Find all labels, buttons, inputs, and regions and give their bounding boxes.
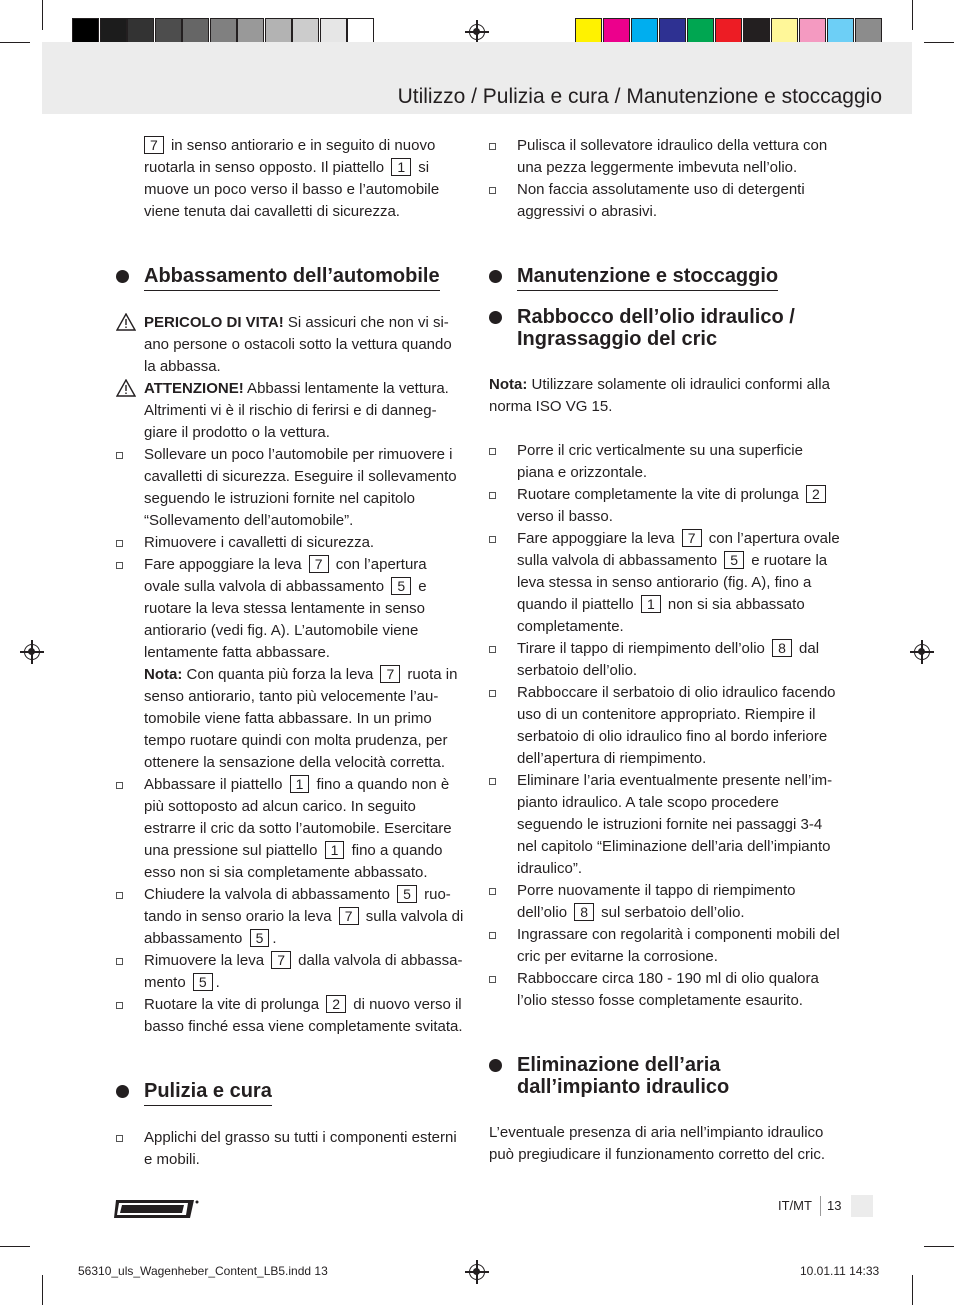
part-number: 7	[271, 951, 291, 969]
note-paragraph: Nota: Con quanta più forza la leva 7 ruota in senso antiorario, tanto più velocemente l’au-tomobile viene fatta abbassare. In un primo tempo ruotare quindi con molta prudenza, per ottenere la sensazione della velocità corretta.	[144, 666, 458, 771]
list-item: Fare appoggiare la leva 7 con l’apertura ovale sulla valvola di abbassamento 5 e ruotare la leva stessa lentamente in senso antiorario (vedi fig. A). L’automobile viene lentamente fatta abbassare.	[116, 554, 466, 664]
part-number: 7	[309, 555, 329, 573]
registration-mark-icon	[467, 1262, 487, 1282]
part-number: 5	[193, 973, 213, 991]
part-number: 7	[339, 907, 359, 925]
part-number: 7	[682, 529, 702, 547]
list-item: Pulisca il sollevatore idraulico della vettura con una pezza leggermente imbevuta nell’olio.	[489, 135, 841, 179]
note-paragraph: Nota: Utilizzare solamente oli idraulici conformi alla norma ISO VG 15.	[489, 376, 830, 415]
crop-mark	[42, 1275, 43, 1305]
registration-mark-icon	[22, 642, 42, 662]
section-dot-icon	[489, 311, 502, 324]
list-item: Tirare il tappo di riempimento dell’olio 8 dal serbatoio dell’olio.	[489, 638, 841, 682]
registration-mark-icon	[912, 642, 932, 662]
body-paragraph: L’eventuale presenza di aria nell’impianto idraulico può pregiudicare il funzionamento corretto del cric.	[489, 1124, 826, 1163]
left-column	[116, 135, 466, 1171]
checkbox-bullet-icon	[116, 562, 123, 569]
warning-attention: ATTENZIONE! Abbassi lentamente la vettura. Altrimenti vi è il rischio di ferirsi e di danneg-giare il prodotto o la vettura.	[116, 378, 466, 444]
checkbox-bullet-icon	[489, 187, 496, 194]
checkbox-bullet-icon	[489, 778, 496, 785]
section-dot-icon	[489, 1059, 502, 1072]
slug-date: 10.01.11 14:33	[800, 1264, 880, 1278]
list-item: Rimuovere la leva 7 dalla valvola di abbassa-mento 5 .	[116, 950, 466, 994]
crop-mark	[912, 0, 913, 30]
part-number: 1	[391, 158, 411, 176]
ultimate-speed-logo	[114, 1196, 200, 1222]
checkbox-bullet-icon	[489, 976, 496, 983]
intro-paragraph: 7 in senso antiorario e in seguito di nuovo ruotarla in senso opposto. Il piattello 1 si muove un poco verso il basso e l’automobile viene tenuta dai cavalletti di sicurezza.	[144, 137, 440, 220]
page-number: 13	[827, 1198, 842, 1213]
list-item: Rabboccare il serbatoio di olio idraulico facendo uso di un contenitore appropriato. Riempire il serbatoio di olio idraulico fino al bordo inferiore dell’apertura di riempimento.	[489, 682, 841, 770]
list-item: Ruotare completamente la vite di prolunga 2 verso il basso.	[489, 484, 841, 528]
crop-mark	[912, 1275, 913, 1305]
list-item: Ruotare la vite di prolunga 2 di nuovo verso il basso finché essa viene completamente svitata.	[116, 994, 466, 1038]
checkbox-bullet-icon	[489, 492, 496, 499]
list-item: Ingrassare con regolarità i componenti mobili del cric per evitarne la corrosione.	[489, 924, 841, 968]
section-title-manutenzione: Manutenzione e stoccaggio	[489, 265, 841, 288]
footer-language: IT/MT	[778, 1198, 812, 1213]
crop-mark	[0, 1246, 30, 1247]
part-number: 8	[574, 903, 594, 921]
checkbox-bullet-icon	[116, 1002, 123, 1009]
page-title: Utilizzo / Pulizia e cura / Manutenzione e stoccaggio	[397, 85, 882, 108]
checkbox-bullet-icon	[116, 892, 123, 899]
checkbox-bullet-icon	[489, 888, 496, 895]
part-number: 1	[325, 841, 345, 859]
list-item: Applichi del grasso su tutti i componenti esterni e mobili.	[116, 1127, 466, 1171]
section-dot-icon	[489, 270, 502, 283]
crop-mark	[42, 0, 43, 30]
part-number: 7	[144, 136, 164, 154]
part-number: 1	[641, 595, 661, 613]
list-item: Rimuovere i cavalletti di sicurezza.	[116, 532, 466, 554]
checkbox-bullet-icon	[116, 1135, 123, 1142]
part-number: 2	[806, 485, 826, 503]
part-number: 5	[724, 551, 744, 569]
list-item: Eliminare l’aria eventualmente presente nell’im-pianto idraulico. A tale scopo procedere seguendo le istruzioni fornite nei passaggi 3-4 nel capitolo “Eliminazione dell’aria dell’impianto idraulico”.	[489, 770, 841, 880]
part-number: 8	[772, 639, 792, 657]
checkbox-bullet-icon	[489, 448, 496, 455]
list-item: Chiudere la valvola di abbassamento 5 ruo-tando in senso orario la leva 7 sulla valvola di abbassamento 5 .	[116, 884, 466, 950]
right-column	[489, 135, 841, 1166]
list-item: Rabboccare circa 180 - 190 ml di olio qualora l’olio stesso fosse completamente esaurito.	[489, 968, 841, 1012]
warning-triangle-icon	[116, 379, 136, 397]
section-title-rabbocco: Rabbocco dell’olio idraulico / Ingrassaggio del cric	[489, 306, 841, 350]
warning-triangle-icon	[116, 313, 136, 331]
checkbox-bullet-icon	[116, 782, 123, 789]
part-number: 5	[397, 885, 417, 903]
crop-mark	[924, 1246, 954, 1247]
section-dot-icon	[116, 270, 129, 283]
section-title-pulizia: Pulizia e cura	[116, 1080, 466, 1103]
checkbox-bullet-icon	[116, 958, 123, 965]
footer-divider	[820, 1196, 821, 1216]
footer-tab	[851, 1195, 873, 1217]
part-number: 5	[250, 929, 270, 947]
section-dot-icon	[116, 1085, 129, 1098]
checkbox-bullet-icon	[116, 452, 123, 459]
section-title-abbassamento: Abbassamento dell’automobile	[116, 265, 466, 288]
checkbox-bullet-icon	[489, 536, 496, 543]
list-item: Fare appoggiare la leva 7 con l’apertura ovale sulla valvola di abbassamento 5 e ruotare la leva stessa in senso antiorario (fig. A), fino a quando il piattello 1 non si sia abbassato completamente.	[489, 528, 841, 638]
slug-file-info: 56310_uls_Wagenheber_Content_LB5.indd 13	[78, 1264, 328, 1278]
section-title-eliminazione: Eliminazione dell’aria dall’impianto idraulico	[489, 1054, 841, 1098]
checkbox-bullet-icon	[489, 143, 496, 150]
part-number: 2	[326, 995, 346, 1013]
list-item: Porre il cric verticalmente su una superficie piana e orizzontale.	[489, 440, 841, 484]
part-number: 1	[290, 775, 310, 793]
registration-mark-icon	[467, 22, 487, 42]
list-item: Abbassare il piattello 1 fino a quando non è più sottoposto ad alcun carico. In seguito estrarre il cric da sotto l’automobile. Esercitare una pressione sul piattello 1 fino a quando esso non si sia completamente abbassato.	[116, 774, 466, 884]
checkbox-bullet-icon	[116, 540, 123, 547]
part-number: 5	[391, 577, 411, 595]
warning-life: PERICOLO DI VITA! Si assicuri che non vi si-ano persone o ostacoli sotto la vettura quando la abbassa.	[116, 312, 466, 378]
list-item: Porre nuovamente il tappo di riempimento dell’olio 8 sul serbatoio dell’olio.	[489, 880, 841, 924]
list-item: Non faccia assolutamente uso di detergenti aggressivi o abrasivi.	[489, 179, 841, 223]
list-item: Sollevare un poco l’automobile per rimuovere i cavalletti di sicurezza. Eseguire il sollevamento seguendo le istruzioni fornite nel capitolo “Sollevamento dell’automobile”.	[116, 444, 466, 532]
crop-mark	[0, 42, 30, 43]
checkbox-bullet-icon	[489, 646, 496, 653]
part-number: 7	[380, 665, 400, 683]
checkbox-bullet-icon	[489, 932, 496, 939]
crop-mark	[924, 42, 954, 43]
checkbox-bullet-icon	[489, 690, 496, 697]
